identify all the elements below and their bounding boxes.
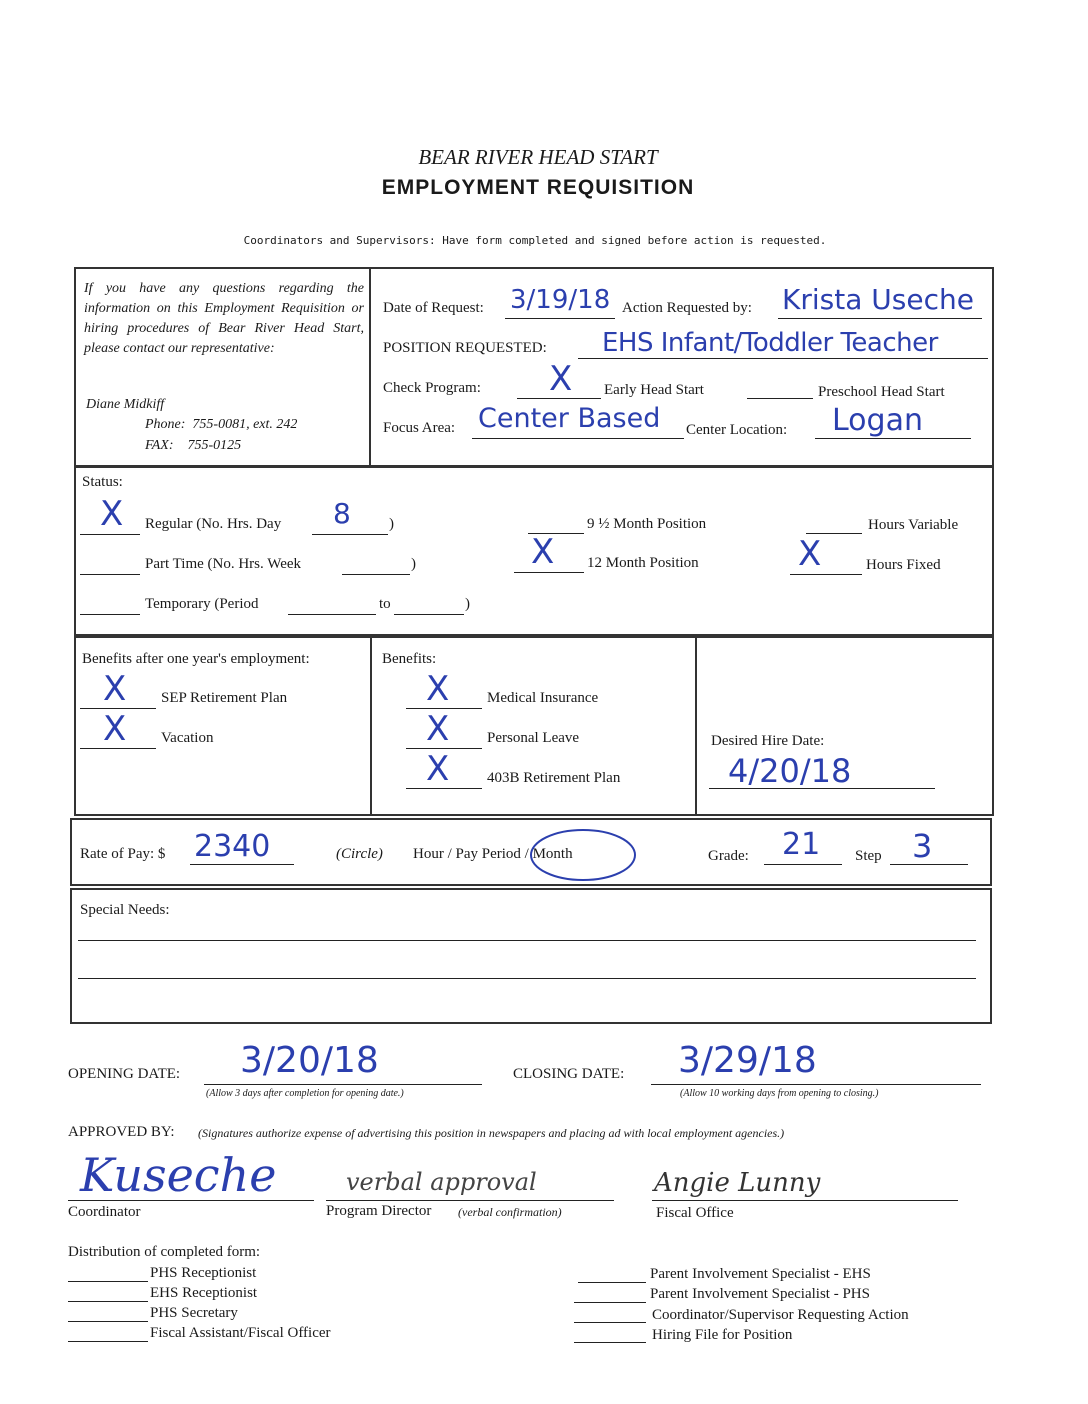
approved-by-label: APPROVED BY: xyxy=(68,1124,175,1140)
sep-retirement-check[interactable]: X xyxy=(103,669,127,709)
distribution-left-item: PHS Secretary xyxy=(150,1305,238,1321)
closing-date-label: CLOSING DATE: xyxy=(513,1066,625,1082)
benefits-label: Benefits: xyxy=(382,651,437,667)
preschool-head-start-label: Preschool Head Start xyxy=(818,384,945,400)
part-time-label: Part Time (No. Hrs. Week xyxy=(145,556,302,572)
action-requested-value[interactable]: Krista Useche xyxy=(782,283,974,316)
temporary-to-label: to xyxy=(379,596,391,612)
director-signature[interactable]: verbal approval xyxy=(346,1168,537,1196)
personal-leave-check[interactable]: X xyxy=(426,709,450,749)
twelve-month-check[interactable]: X xyxy=(531,532,555,572)
temporary-label: Temporary (Period xyxy=(145,596,259,612)
coordinator-signature[interactable]: Kuseche xyxy=(80,1148,277,1202)
contact-name: Diane Midkiff xyxy=(86,397,165,412)
pay-period-options: Hour / Pay Period / Month xyxy=(413,846,573,862)
date-of-request-label: Date of Request: xyxy=(383,300,484,316)
form-title: EMPLOYMENT REQUISITION xyxy=(381,176,695,199)
closing-date-note: (Allow 10 working days from opening to closing.) xyxy=(680,1088,879,1099)
center-location-value[interactable]: Logan xyxy=(832,403,923,438)
distribution-left-item: EHS Receptionist xyxy=(150,1285,258,1301)
distribution-left-item: Fiscal Assistant/Fiscal Officer xyxy=(150,1325,331,1341)
retirement-403b-check[interactable]: X xyxy=(426,749,450,789)
step-label: Step xyxy=(855,848,882,864)
check-program-label: Check Program: xyxy=(383,380,481,396)
opening-date-label: OPENING DATE: xyxy=(68,1066,181,1082)
special-needs-section xyxy=(70,888,992,1024)
focus-area-value[interactable]: Center Based xyxy=(478,403,661,434)
benefits-after-year-label: Benefits after one year's employment: xyxy=(82,651,310,667)
distribution-right-item: Parent Involvement Specialist - EHS xyxy=(650,1266,871,1282)
desired-hire-date-value[interactable]: 4/20/18 xyxy=(728,752,852,790)
action-requested-label: Action Requested by: xyxy=(622,300,752,316)
position-requested-value[interactable]: EHS Infant/Toddler Teacher xyxy=(602,328,938,358)
twelve-month-label: 12 Month Position xyxy=(587,555,699,571)
early-head-start-label: Early Head Start xyxy=(604,382,704,398)
part-time-close-paren: ) xyxy=(411,556,416,572)
distribution-right-item: Hiring File for Position xyxy=(652,1327,793,1343)
contact-intro: If you have any questions regarding the information on this Employment Requisition or hiring procedures of Bear River Head Start, please contact our representative: xyxy=(84,281,364,356)
grade-label: Grade: xyxy=(708,848,749,864)
opening-date-value[interactable]: 3/20/18 xyxy=(240,1040,379,1081)
step-value[interactable]: 3 xyxy=(912,827,933,865)
medical-insurance-label: Medical Insurance xyxy=(487,690,599,706)
vacation-label: Vacation xyxy=(161,730,214,746)
retirement-403b-label: 403B Retirement Plan xyxy=(487,770,621,786)
focus-area-label: Focus Area: xyxy=(383,420,456,436)
distribution-label: Distribution of completed form: xyxy=(68,1244,261,1260)
grade-value[interactable]: 21 xyxy=(782,827,821,862)
medical-insurance-check[interactable]: X xyxy=(426,669,450,709)
personal-leave-label: Personal Leave xyxy=(487,730,580,746)
rate-of-pay-value[interactable]: 2340 xyxy=(194,829,271,864)
program-director-label: Program Director xyxy=(326,1203,432,1219)
regular-hours-value[interactable]: 8 xyxy=(333,497,351,530)
contact-phone: Phone: 755-0081, ext. 242 xyxy=(145,417,298,432)
center-location-label: Center Location: xyxy=(686,422,788,438)
temporary-close-paren: ) xyxy=(465,596,470,612)
verbal-confirmation-note: (verbal confirmation) xyxy=(458,1205,562,1219)
approved-by-note: (Signatures authorize expense of advertising this position in newspapers and placing ad with local employment agencies.) xyxy=(198,1126,785,1140)
vacation-check[interactable]: X xyxy=(103,709,127,749)
distribution-right-item: Coordinator/Supervisor Requesting Action xyxy=(652,1307,909,1323)
early-head-start-check[interactable]: X xyxy=(549,359,573,399)
circle-label: (Circle) xyxy=(336,846,383,862)
distribution-right-item: Parent Involvement Specialist - PHS xyxy=(650,1286,870,1302)
rate-of-pay-label: Rate of Pay: $ xyxy=(80,846,166,862)
closing-date-value[interactable]: 3/29/18 xyxy=(678,1040,817,1081)
fiscal-office-label: Fiscal Office xyxy=(656,1205,734,1221)
month-circle xyxy=(527,826,639,884)
sep-retirement-label: SEP Retirement Plan xyxy=(161,690,288,706)
regular-check[interactable]: X xyxy=(100,494,124,534)
fiscal-signature[interactable]: Angie Lunny xyxy=(654,1168,821,1198)
hours-fixed-label: Hours Fixed xyxy=(866,557,941,573)
date-of-request-value[interactable]: 3/19/18 xyxy=(510,285,611,315)
org-name: BEAR RIVER HEAD START xyxy=(418,145,658,169)
distribution-left-item: PHS Receptionist xyxy=(150,1265,257,1281)
opening-date-note: (Allow 3 days after completion for opening date.) xyxy=(206,1088,404,1099)
contact-fax: FAX: 755-0125 xyxy=(145,438,242,453)
hours-fixed-check[interactable]: X xyxy=(798,534,822,574)
special-needs-label: Special Needs: xyxy=(80,902,170,918)
nine-half-month-label: 9 ½ Month Position xyxy=(587,516,707,532)
regular-label: Regular (No. Hrs. Day xyxy=(145,516,282,532)
regular-close-paren: ) xyxy=(389,516,394,532)
position-requested-label: POSITION REQUESTED: xyxy=(383,340,547,356)
coordinator-label: Coordinator xyxy=(68,1204,141,1220)
desired-hire-date-label: Desired Hire Date: xyxy=(711,733,825,749)
hours-variable-label: Hours Variable xyxy=(868,517,959,533)
form-instruction: Coordinators and Supervisors: Have form completed and signed before action is requested. xyxy=(243,234,827,247)
status-label: Status: xyxy=(82,474,123,490)
